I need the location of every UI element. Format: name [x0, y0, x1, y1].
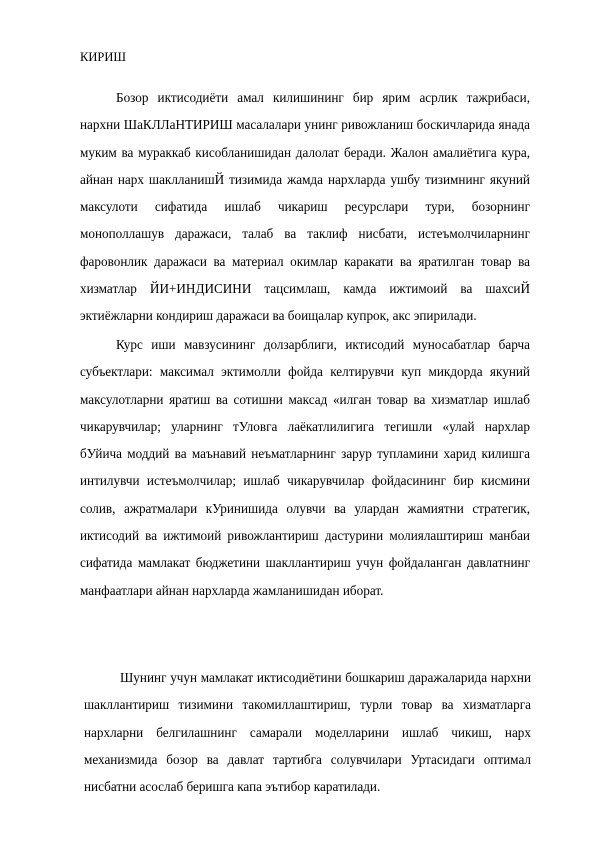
paragraph-3: Шунинг учун мамлакат иктисодиётини бошкариш даражаларида нархни шакллантириш тизимини такомиллаштириш, турли товар ва хизматларга нархларни белгилашнинг самарали моделларини ишлаб чикиш, нарх механизмида бозор ва давлат тартибга солувчилари Уртасидаги оптимал нисбатни асослаб беришга капа эътибор каратилади. — [84, 670, 531, 795]
paragraph-1: Бозор иктисодиёти амал килишининг бир ярим асрлик тажрибаси, нархни ШаКЛЛаНТИРИШ масалалари унинг ривожланиш боскичларида янада муким ва мураккаб кисобланишидан далолат беради. Жалон амалиётига кура, айнан нарх шаклланишЙ тизимида жамда нархларда ушбу тизимнинг якуний максулоти сифатида ишлаб чикариш ресурслари тури, бозорнинг монополлашув даражаси, талаб ва таклиф нисбати, истеъмолчиларнинг фаровонлик даражаси ва материал окимлар каракати ва яратилган товар ва хизматлар ЙИ+ИНДИСИНИ тацсимлаш, камда ижтимоий ва шахсиЙ эктиёжларни кондириш даражаси ва боищалар купрок, акс эпирилади. — [80, 90, 530, 324]
section-heading-fragment: КИРИШ — [80, 50, 126, 64]
paragraph-2: Курс иши мавзусининг долзарблиги, иктисодий муносабатлар барча субъектлари: максимал эктимолли фойда келтирувчи куп микдорда якуний максулотларни яратиш ва сотишни максад «илган товар ва хизматлар ишлаб чикарувчилар; уларнинг тУловга лаёкатлилигига тегишли «улай нархлар бУйича моддий ва маънавий неъматларнинг зарур тупламини харид килишга интилувчи истеъмолчилар; ишлаб чикарувчилар фойдасининг бир кисмини солив, ажратмалари кУринишида олувчи ва улардан жамиятни стратегик, иктисодий ва ижтимоий ривожлантириш дастурини молиялаштириш манбаи сифатида мамлакат бюджетини шакллантириш учун фойдаланган давлатнинг манфаатлари айнан нархларда жамланишидан иборат. — [80, 337, 530, 598]
